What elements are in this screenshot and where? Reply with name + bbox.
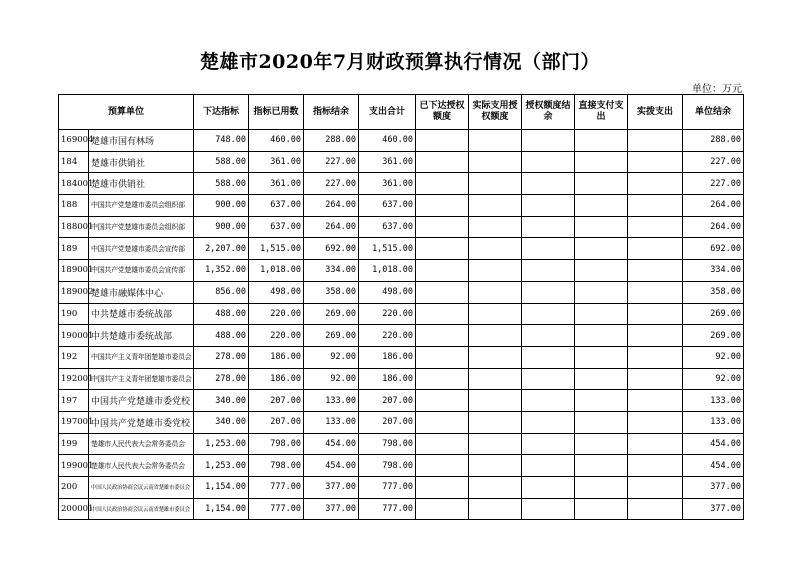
table-row: [59, 281, 744, 303]
cell-authorized-used: [469, 433, 522, 455]
cell-quota: 900.00: [194, 195, 249, 217]
cell-direct-payment: [575, 477, 628, 499]
table-row: [59, 195, 744, 217]
cell-total-expenditure: 207.00: [359, 390, 416, 412]
cell-authorized-used: [469, 368, 522, 390]
cell-authorized-issued: [416, 260, 469, 282]
cell-authorized-issued: [416, 368, 469, 390]
header-actual-allocation: 实拨支出: [628, 95, 683, 130]
cell-authorized-balance: [522, 130, 575, 152]
cell-unit-balance: 269.00: [683, 325, 744, 347]
cell-code: 197: [59, 390, 89, 412]
cell-unit-balance: 454.00: [683, 455, 744, 477]
cell-quota-balance: 92.00: [304, 346, 359, 368]
cell-direct-payment: [575, 173, 628, 195]
table-row: [59, 238, 744, 260]
cell-quota: 748.00: [194, 130, 249, 152]
cell-authorized-used: [469, 195, 522, 217]
cell-unit-name: 楚雄市供销社: [89, 151, 194, 173]
cell-direct-payment: [575, 498, 628, 520]
cell-code: 189001: [59, 260, 89, 282]
cell-authorized-issued: [416, 130, 469, 152]
cell-authorized-balance: [522, 173, 575, 195]
cell-total-expenditure: 361.00: [359, 173, 416, 195]
cell-authorized-issued: [416, 455, 469, 477]
cell-direct-payment: [575, 433, 628, 455]
cell-quota: 488.00: [194, 303, 249, 325]
cell-authorized-issued: [416, 498, 469, 520]
cell-actual-allocation: [628, 325, 683, 347]
cell-authorized-used: [469, 390, 522, 412]
cell-unit-balance: 377.00: [683, 477, 744, 499]
cell-authorized-used: [469, 151, 522, 173]
cell-unit-name: 楚雄市融媒体中心: [89, 281, 194, 303]
cell-quota: 588.00: [194, 173, 249, 195]
cell-quota: 900.00: [194, 216, 249, 238]
cell-unit-balance: 227.00: [683, 151, 744, 173]
cell-actual-allocation: [628, 455, 683, 477]
cell-actual-allocation: [628, 281, 683, 303]
cell-quota: 488.00: [194, 325, 249, 347]
table-row: [59, 325, 744, 347]
cell-quota-used: 637.00: [249, 216, 304, 238]
cell-authorized-issued: [416, 303, 469, 325]
cell-unit-balance: 288.00: [683, 130, 744, 152]
cell-quota: 278.00: [194, 346, 249, 368]
cell-unit-balance: 334.00: [683, 260, 744, 282]
table-row: [59, 477, 744, 499]
table-row: [59, 260, 744, 282]
cell-code: 197001: [59, 411, 89, 433]
cell-quota: 340.00: [194, 411, 249, 433]
cell-actual-allocation: [628, 411, 683, 433]
cell-quota-balance: 269.00: [304, 303, 359, 325]
cell-direct-payment: [575, 390, 628, 412]
cell-authorized-balance: [522, 260, 575, 282]
cell-authorized-issued: [416, 195, 469, 217]
page-title: 楚雄市2020年7月财政预算执行情况（部门）: [199, 51, 601, 73]
cell-authorized-issued: [416, 325, 469, 347]
cell-total-expenditure: 220.00: [359, 325, 416, 347]
cell-quota-used: 637.00: [249, 195, 304, 217]
cell-code: 190: [59, 303, 89, 325]
cell-authorized-used: [469, 325, 522, 347]
cell-actual-allocation: [628, 390, 683, 412]
cell-unit-name: 中国人民政治协商会议云南省楚雄市委员会: [89, 498, 194, 520]
cell-direct-payment: [575, 325, 628, 347]
cell-quota-balance: 692.00: [304, 238, 359, 260]
cell-authorized-balance: [522, 477, 575, 499]
cell-authorized-used: [469, 411, 522, 433]
cell-authorized-issued: [416, 433, 469, 455]
cell-unit-name: 中国共产主义青年团楚雄市委员会: [89, 368, 194, 390]
cell-total-expenditure: 637.00: [359, 195, 416, 217]
cell-quota: 856.00: [194, 281, 249, 303]
cell-quota: 1,154.00: [194, 498, 249, 520]
cell-code: 188: [59, 195, 89, 217]
cell-direct-payment: [575, 238, 628, 260]
cell-unit-name: 楚雄市供销社: [89, 173, 194, 195]
cell-actual-allocation: [628, 260, 683, 282]
cell-code: 189002: [59, 281, 89, 303]
cell-code: 199: [59, 433, 89, 455]
cell-authorized-issued: [416, 477, 469, 499]
cell-quota-used: 498.00: [249, 281, 304, 303]
cell-authorized-issued: [416, 173, 469, 195]
cell-authorized-issued: [416, 281, 469, 303]
header-total-expenditure: 支出合计: [359, 95, 416, 130]
cell-total-expenditure: 186.00: [359, 346, 416, 368]
table-row: [59, 368, 744, 390]
header-quota: 下达指标: [194, 95, 249, 130]
table-row: [59, 151, 744, 173]
cell-unit-name: 中国共产党楚雄市委党校: [89, 411, 194, 433]
cell-quota-used: 460.00: [249, 130, 304, 152]
cell-quota-used: 798.00: [249, 455, 304, 477]
cell-quota-balance: 133.00: [304, 390, 359, 412]
cell-direct-payment: [575, 346, 628, 368]
cell-quota-balance: 288.00: [304, 130, 359, 152]
cell-quota-used: 207.00: [249, 411, 304, 433]
cell-code: 199001: [59, 455, 89, 477]
header-direct-payment: 直接支付支出: [575, 95, 628, 130]
cell-quota: 588.00: [194, 151, 249, 173]
cell-code: 184001: [59, 173, 89, 195]
cell-quota-used: 1,018.00: [249, 260, 304, 282]
cell-unit-balance: 264.00: [683, 216, 744, 238]
cell-quota-balance: 454.00: [304, 455, 359, 477]
cell-actual-allocation: [628, 130, 683, 152]
table-row: [59, 455, 744, 477]
cell-total-expenditure: 1,515.00: [359, 238, 416, 260]
header-budget-unit: 预算单位: [59, 95, 194, 130]
cell-unit-balance: 92.00: [683, 368, 744, 390]
cell-unit-name: 中共楚雄市委统战部: [89, 325, 194, 347]
cell-quota-used: 777.00: [249, 498, 304, 520]
cell-unit-balance: 377.00: [683, 498, 744, 520]
cell-total-expenditure: 1,018.00: [359, 260, 416, 282]
cell-authorized-balance: [522, 390, 575, 412]
table-row: [59, 216, 744, 238]
cell-code: 192001: [59, 368, 89, 390]
cell-unit-name: 楚雄市人民代表大会常务委员会: [89, 433, 194, 455]
cell-authorized-balance: [522, 303, 575, 325]
cell-authorized-used: [469, 130, 522, 152]
cell-unit-name: 中国共产党楚雄市委党校: [89, 390, 194, 412]
cell-authorized-used: [469, 303, 522, 325]
cell-authorized-balance: [522, 216, 575, 238]
cell-unit-name: 中国共产党楚雄市委员会组织部: [89, 216, 194, 238]
cell-code: 188001: [59, 216, 89, 238]
cell-direct-payment: [575, 303, 628, 325]
cell-unit-balance: 133.00: [683, 390, 744, 412]
cell-quota-balance: 227.00: [304, 173, 359, 195]
cell-quota-used: 777.00: [249, 477, 304, 499]
cell-authorized-balance: [522, 498, 575, 520]
header-authorized-used: 实际支用授权额度: [469, 95, 522, 130]
table-row: [59, 173, 744, 195]
cell-authorized-used: [469, 346, 522, 368]
cell-authorized-issued: [416, 238, 469, 260]
cell-quota-balance: 454.00: [304, 433, 359, 455]
cell-total-expenditure: 460.00: [359, 130, 416, 152]
cell-total-expenditure: 637.00: [359, 216, 416, 238]
cell-unit-name: 中共楚雄市委统战部: [89, 303, 194, 325]
cell-quota-balance: 133.00: [304, 411, 359, 433]
cell-direct-payment: [575, 260, 628, 282]
cell-actual-allocation: [628, 195, 683, 217]
cell-authorized-used: [469, 455, 522, 477]
cell-code: 200: [59, 477, 89, 499]
cell-quota-used: 361.00: [249, 151, 304, 173]
cell-authorized-issued: [416, 216, 469, 238]
cell-actual-allocation: [628, 368, 683, 390]
cell-direct-payment: [575, 455, 628, 477]
cell-direct-payment: [575, 368, 628, 390]
cell-authorized-used: [469, 216, 522, 238]
cell-unit-name: 中国共产党楚雄市委员会宣传部: [89, 260, 194, 282]
cell-quota-balance: 92.00: [304, 368, 359, 390]
cell-quota-balance: 264.00: [304, 216, 359, 238]
cell-authorized-issued: [416, 411, 469, 433]
cell-unit-balance: 92.00: [683, 346, 744, 368]
cell-authorized-balance: [522, 281, 575, 303]
cell-quota-used: 220.00: [249, 325, 304, 347]
cell-code: 169004: [59, 130, 89, 152]
cell-authorized-used: [469, 477, 522, 499]
header-row: [59, 95, 744, 130]
cell-direct-payment: [575, 411, 628, 433]
cell-authorized-used: [469, 281, 522, 303]
cell-unit-name: 中国共产主义青年团楚雄市委员会: [89, 346, 194, 368]
cell-total-expenditure: 777.00: [359, 498, 416, 520]
cell-unit-balance: 358.00: [683, 281, 744, 303]
cell-total-expenditure: 777.00: [359, 477, 416, 499]
cell-direct-payment: [575, 281, 628, 303]
cell-actual-allocation: [628, 238, 683, 260]
table-row: [59, 390, 744, 412]
cell-code: 190001: [59, 325, 89, 347]
cell-total-expenditure: 498.00: [359, 281, 416, 303]
cell-unit-balance: 454.00: [683, 433, 744, 455]
cell-total-expenditure: 798.00: [359, 433, 416, 455]
cell-quota: 1,154.00: [194, 477, 249, 499]
cell-quota-balance: 334.00: [304, 260, 359, 282]
cell-direct-payment: [575, 216, 628, 238]
cell-total-expenditure: 798.00: [359, 455, 416, 477]
cell-direct-payment: [575, 130, 628, 152]
cell-quota: 340.00: [194, 390, 249, 412]
cell-unit-name: 中国共产党楚雄市委员会组织部: [89, 195, 194, 217]
cell-authorized-issued: [416, 151, 469, 173]
header-quota-balance: 指标结余: [304, 95, 359, 130]
cell-authorized-used: [469, 173, 522, 195]
header-quota-used: 指标已用数: [249, 95, 304, 130]
cell-authorized-balance: [522, 411, 575, 433]
cell-unit-balance: 269.00: [683, 303, 744, 325]
cell-actual-allocation: [628, 498, 683, 520]
cell-code: 192: [59, 346, 89, 368]
cell-total-expenditure: 207.00: [359, 411, 416, 433]
cell-direct-payment: [575, 195, 628, 217]
cell-actual-allocation: [628, 151, 683, 173]
cell-quota-balance: 358.00: [304, 281, 359, 303]
cell-quota-used: 798.00: [249, 433, 304, 455]
cell-quota: 2,207.00: [194, 238, 249, 260]
cell-total-expenditure: 361.00: [359, 151, 416, 173]
cell-quota-balance: 227.00: [304, 151, 359, 173]
cell-authorized-balance: [522, 238, 575, 260]
cell-unit-balance: 227.00: [683, 173, 744, 195]
cell-unit-balance: 264.00: [683, 195, 744, 217]
cell-authorized-balance: [522, 368, 575, 390]
cell-quota-used: 361.00: [249, 173, 304, 195]
cell-quota-balance: 264.00: [304, 195, 359, 217]
cell-authorized-balance: [522, 151, 575, 173]
cell-quota: 278.00: [194, 368, 249, 390]
header-unit-balance: 单位结余: [683, 95, 744, 130]
cell-quota-balance: 377.00: [304, 477, 359, 499]
header-authorized-issued: 已下达授权额度: [416, 95, 469, 130]
cell-quota-used: 220.00: [249, 303, 304, 325]
cell-authorized-balance: [522, 455, 575, 477]
cell-quota: 1,352.00: [194, 260, 249, 282]
cell-authorized-balance: [522, 195, 575, 217]
unit-label: 单位：万元: [692, 84, 742, 95]
cell-actual-allocation: [628, 303, 683, 325]
cell-quota-used: 186.00: [249, 368, 304, 390]
cell-actual-allocation: [628, 477, 683, 499]
cell-actual-allocation: [628, 216, 683, 238]
cell-quota-balance: 377.00: [304, 498, 359, 520]
header-authorized-balance: 授权额度结余: [522, 95, 575, 130]
cell-total-expenditure: 220.00: [359, 303, 416, 325]
cell-authorized-used: [469, 260, 522, 282]
cell-authorized-used: [469, 238, 522, 260]
cell-quota-used: 1,515.00: [249, 238, 304, 260]
cell-unit-balance: 692.00: [683, 238, 744, 260]
cell-quota: 1,253.00: [194, 433, 249, 455]
cell-code: 184: [59, 151, 89, 173]
cell-authorized-balance: [522, 433, 575, 455]
cell-quota: 1,253.00: [194, 455, 249, 477]
cell-quota-used: 186.00: [249, 346, 304, 368]
cell-authorized-balance: [522, 346, 575, 368]
cell-authorized-issued: [416, 390, 469, 412]
cell-unit-balance: 133.00: [683, 411, 744, 433]
table-row: [59, 411, 744, 433]
cell-authorized-used: [469, 498, 522, 520]
cell-quota-balance: 269.00: [304, 325, 359, 347]
table-row: [59, 498, 744, 520]
budget-table: [58, 94, 744, 520]
cell-code: 200001: [59, 498, 89, 520]
cell-code: 189: [59, 238, 89, 260]
cell-actual-allocation: [628, 433, 683, 455]
table-row: [59, 433, 744, 455]
cell-authorized-issued: [416, 346, 469, 368]
cell-actual-allocation: [628, 173, 683, 195]
table-row: [59, 346, 744, 368]
table-row: [59, 130, 744, 152]
cell-quota-used: 207.00: [249, 390, 304, 412]
table-row: [59, 303, 744, 325]
cell-authorized-balance: [522, 325, 575, 347]
cell-unit-name: 中国共产党楚雄市委员会宣传部: [89, 238, 194, 260]
cell-unit-name: 楚雄市国有林场: [89, 130, 194, 152]
cell-total-expenditure: 186.00: [359, 368, 416, 390]
cell-direct-payment: [575, 151, 628, 173]
cell-unit-name: 楚雄市人民代表大会常务委员会: [89, 455, 194, 477]
cell-actual-allocation: [628, 346, 683, 368]
cell-unit-name: 中国人民政治协商会议云南省楚雄市委员会: [89, 477, 194, 499]
